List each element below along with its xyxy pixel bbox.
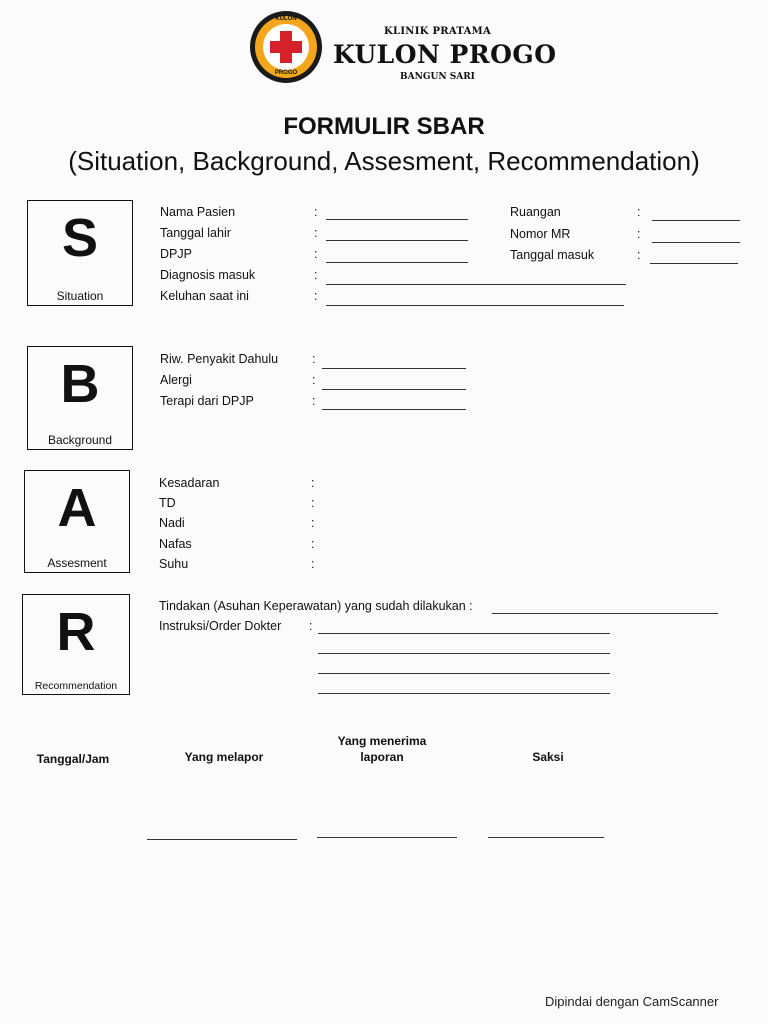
assessment-caption: Assesment (47, 556, 107, 570)
label-tindakan: Tindakan (Asuhan Keperawatan) yang sudah dilakukan : (159, 599, 473, 613)
logo-top-text: KULON (275, 16, 297, 22)
clinic-location: BANGUN SARI (400, 72, 475, 82)
label-nadi: Nadi (159, 516, 185, 530)
field-terapi-dpjp[interactable] (322, 409, 466, 410)
field-tanggal-lahir[interactable] (326, 240, 468, 241)
field-instruksi-3[interactable] (318, 673, 610, 674)
field-instruksi-1[interactable] (318, 633, 610, 634)
situation-box (27, 200, 133, 306)
sig-receiver-line2: laporan (360, 750, 404, 764)
recommendation-caption: Recommendation (34, 680, 118, 692)
clinic-name: KULON PROGO (333, 40, 557, 69)
label-kesadaran: Kesadaran (159, 476, 220, 490)
label-tanggal-lahir: Tanggal lahir (160, 226, 231, 240)
label-riwayat-penyakit: Riw. Penyakit Dahulu (160, 352, 279, 366)
logo-bottom-text: PROGO (274, 70, 298, 76)
sig-line-reporter[interactable] (147, 839, 297, 840)
field-tindakan[interactable] (492, 613, 718, 614)
label-keluhan: Keluhan saat ini (160, 289, 249, 303)
scanner-watermark: Dipindai dengan CamScanner (545, 994, 719, 1009)
sig-witness: Saksi (532, 750, 564, 764)
field-nomor-mr[interactable] (652, 242, 740, 243)
label-td: TD (159, 496, 176, 510)
label-ruangan: Ruangan (510, 205, 561, 219)
label-nomor-mr: Nomor MR (510, 227, 571, 241)
clinic-logo (248, 9, 324, 85)
field-instruksi-4[interactable] (318, 693, 610, 694)
field-nama-pasien[interactable] (326, 219, 468, 220)
label-nafas: Nafas (159, 537, 192, 551)
sig-reporter: Yang melapor (184, 750, 264, 764)
field-keluhan[interactable] (326, 305, 624, 306)
field-alergi[interactable] (322, 389, 466, 390)
recommendation-box (22, 594, 130, 695)
form-title: FORMULIR SBAR (283, 113, 485, 140)
sig-receiver-line1: Yang menerima (337, 734, 427, 748)
background-letter: B (60, 354, 100, 414)
field-ruangan[interactable] (652, 220, 740, 221)
field-dpjp[interactable] (326, 262, 468, 263)
label-nama-pasien: Nama Pasien (160, 205, 236, 219)
sig-line-witness[interactable] (488, 837, 604, 838)
label-dpjp: DPJP (160, 247, 192, 261)
label-alergi: Alergi (160, 373, 192, 387)
assessment-box (24, 470, 130, 573)
situation-caption: Situation (56, 289, 104, 303)
form-subtitle: (Situation, Background, Assesment, Recommendation) (68, 146, 700, 176)
label-tanggal-masuk: Tanggal masuk (510, 248, 595, 262)
field-diagnosis-masuk[interactable] (326, 284, 626, 285)
assessment-letter: A (57, 478, 97, 538)
field-instruksi-2[interactable] (318, 653, 610, 654)
label-instruksi: Instruksi/Order Dokter (159, 619, 282, 633)
background-caption: Background (47, 433, 113, 447)
sig-line-receiver[interactable] (317, 837, 457, 838)
field-riwayat-penyakit[interactable] (322, 368, 466, 369)
clinic-type: KLINIK PRATAMA (384, 26, 492, 37)
sig-date-time: Tanggal/Jam (36, 752, 110, 766)
label-suhu: Suhu (159, 557, 189, 571)
recommendation-letter: R (56, 602, 96, 662)
background-box (27, 346, 133, 450)
label-diagnosis-masuk: Diagnosis masuk (160, 268, 256, 282)
label-terapi-dpjp: Terapi dari DPJP (160, 394, 254, 408)
situation-letter: S (61, 208, 99, 268)
field-tanggal-masuk[interactable] (650, 263, 738, 264)
